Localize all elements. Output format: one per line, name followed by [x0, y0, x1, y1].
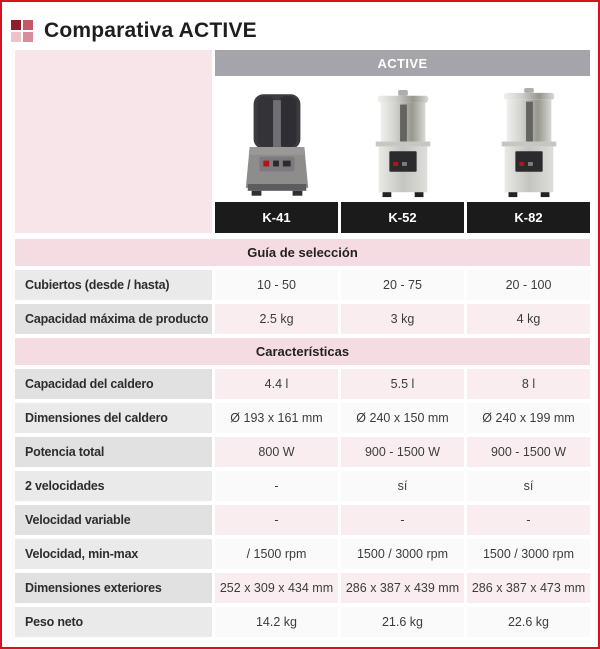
food-processor-gray-icon — [238, 90, 316, 200]
row-value: - — [215, 471, 338, 501]
table-row — [15, 471, 590, 501]
row-value: 4.4 l — [215, 369, 338, 399]
section-header-guia: Guía de selección — [15, 239, 590, 266]
table-row — [15, 304, 590, 334]
row-value: 8 l — [467, 369, 590, 399]
four-squares-icon — [11, 20, 33, 42]
model-name-k52: K-52 — [341, 202, 464, 233]
page-header — [2, 2, 598, 48]
table-row — [15, 369, 590, 399]
food-processor-steel-tall-icon — [484, 88, 574, 200]
row-value: Ø 240 x 199 mm — [467, 403, 590, 433]
comparison-table — [15, 50, 590, 637]
table-head — [15, 50, 590, 233]
row-label: Velocidad, min-max — [15, 539, 212, 569]
row-label: Dimensiones del caldero — [15, 403, 212, 433]
side-panel — [15, 50, 212, 233]
row-label: 2 velocidades — [15, 471, 212, 501]
table-row — [15, 403, 590, 433]
row-label: Cubiertos (desde / hasta) — [15, 270, 212, 300]
row-value: 286 x 387 x 439 mm — [341, 573, 464, 603]
row-label: Capacidad máxima de producto — [15, 304, 212, 334]
row-value: Ø 193 x 161 mm — [215, 403, 338, 433]
row-value: sí — [467, 471, 590, 501]
row-value: 5.5 l — [341, 369, 464, 399]
model-name-k82: K-82 — [467, 202, 590, 233]
food-processor-steel-icon — [358, 88, 448, 200]
row-label: Potencia total — [15, 437, 212, 467]
table-row — [15, 607, 590, 637]
product-image-k82 — [467, 78, 590, 200]
row-label: Velocidad variable — [15, 505, 212, 535]
product-image-k52 — [341, 78, 464, 200]
group-header: ACTIVE — [215, 50, 590, 76]
product-image-k41 — [215, 78, 338, 200]
model-name-k41: K-41 — [215, 202, 338, 233]
row-value: 800 W — [215, 437, 338, 467]
row-value: / 1500 rpm — [215, 539, 338, 569]
section-header-caracteristicas: Características — [15, 338, 590, 365]
row-label: Dimensiones exteriores — [15, 573, 212, 603]
row-value: sí — [341, 471, 464, 501]
row-value: 10 - 50 — [215, 270, 338, 300]
row-value: 286 x 387 x 473 mm — [467, 573, 590, 603]
row-value: 2.5 kg — [215, 304, 338, 334]
row-value: 900 - 1500 W — [341, 437, 464, 467]
table-row — [15, 270, 590, 300]
table-row — [15, 505, 590, 535]
row-value: 20 - 75 — [341, 270, 464, 300]
row-label: Peso neto — [15, 607, 212, 637]
row-value: 900 - 1500 W — [467, 437, 590, 467]
row-value: 252 x 309 x 434 mm — [215, 573, 338, 603]
table-row — [15, 437, 590, 467]
row-value: - — [467, 505, 590, 535]
row-value: 1500 / 3000 rpm — [467, 539, 590, 569]
row-value: 1500 / 3000 rpm — [341, 539, 464, 569]
table-row — [15, 539, 590, 569]
row-value: 3 kg — [341, 304, 464, 334]
row-value: - — [341, 505, 464, 535]
row-label: Capacidad del caldero — [15, 369, 212, 399]
row-value: - — [215, 505, 338, 535]
row-value: 4 kg — [467, 304, 590, 334]
page-title: Comparativa ACTIVE — [44, 18, 257, 42]
row-value: Ø 240 x 150 mm — [341, 403, 464, 433]
row-value: 20 - 100 — [467, 270, 590, 300]
row-value: 21.6 kg — [341, 607, 464, 637]
row-value: 22.6 kg — [467, 607, 590, 637]
row-value: 14.2 kg — [215, 607, 338, 637]
table-row — [15, 573, 590, 603]
